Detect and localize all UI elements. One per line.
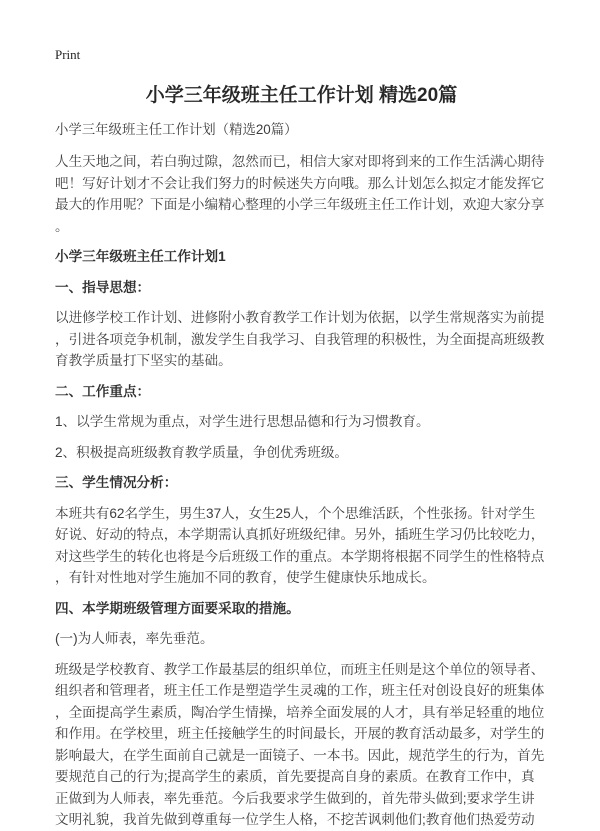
guiding-ideology-paragraph: 以进修学校工作计划、进修附小教育教学工作计划为依据，以学生常规落实为前提，引进各项竞争机制，激发学生自我学习、自我管理的积极性，为全面提高班级教育教学质量打下坚实的基础。 (55, 310, 545, 368)
section-heading-student-analysis: 三、学生情况分析： (55, 475, 178, 490)
section-heading-work-focus: 二、工作重点： (55, 383, 151, 399)
document-subtitle: 小学三年级班主任工作计划（精选20篇） (55, 122, 298, 137)
student-analysis-paragraph: 本班共有62名学生，男生37人，女生25人，个个思维活跃，个性张扬。针对学生好说、好动的特点，本学期需认真抓好班级纪律。另外，插班生学习仍比较吃力，对这些学生的转化也将是今后班级工作的重点。本学期将根据不同学生的性格特点，有针对性地对学生施加不同的教育，使学生健康快乐地成长。 (55, 505, 545, 585)
work-focus-item-1: 1、以学生常规为重点，对学生进行思想品德和行为习惯教育。 (55, 414, 430, 429)
work-focus-item-2: 2、积极提高班级教育教学质量，争创优秀班级。 (55, 444, 349, 460)
measure-1-subheading: (一)为人师表，率先垂范。 (55, 631, 214, 646)
section-heading-class-management-measures: 四、本学期班级管理方面要采取的措施。 (55, 600, 300, 616)
section-heading-guiding-ideology: 一、指导思想： (55, 279, 151, 295)
intro-paragraph: 人生天地之间，若白驹过隙，忽然而已，相信大家对即将到来的工作生活满心期待吧！写好计划才不会让我们努力的时候迷失方向哦。那么计划怎么拟定才能发挥它最大的作用呢？下面是小编精心整理的小学三年级班主任工作计划，欢迎大家分享。 (55, 154, 545, 234)
measure-1-paragraph: 班级是学校教育、教学工作最基层的组织单位，而班主任则是这个单位的领导者、组织者和管理者，班主任工作是塑造学生灵魂的工作，班主任对创设良好的班集体，全面提高学生素质，陶冶学生情操，培养全面发展的人才，具有举足轻重的地位和作用。在学校里，班主任接触学生的时间最长，开展的教育活动最多，对学生的影响最大，在学生面前自己就是一面镜子、一本书。因此，规范学生的行为，首先要规范自己的行为;提高学生的素质，首先要提高自身的素质。在教育工作中，真正做到为人师表，率先垂范。今后我要求学生做到的，首先带头做到;要求学生讲文明礼貌，我首先做到尊重每一位学生人格，不挖苦讽刺他们;教育他们热爱劳动 (55, 661, 545, 827)
plan-1-heading: 小学三年级班主任工作计划1 (55, 249, 226, 264)
page-title: 小学三年级班主任工作计划 精选20篇 (145, 85, 458, 106)
print-link[interactable]: Print (55, 47, 81, 62)
